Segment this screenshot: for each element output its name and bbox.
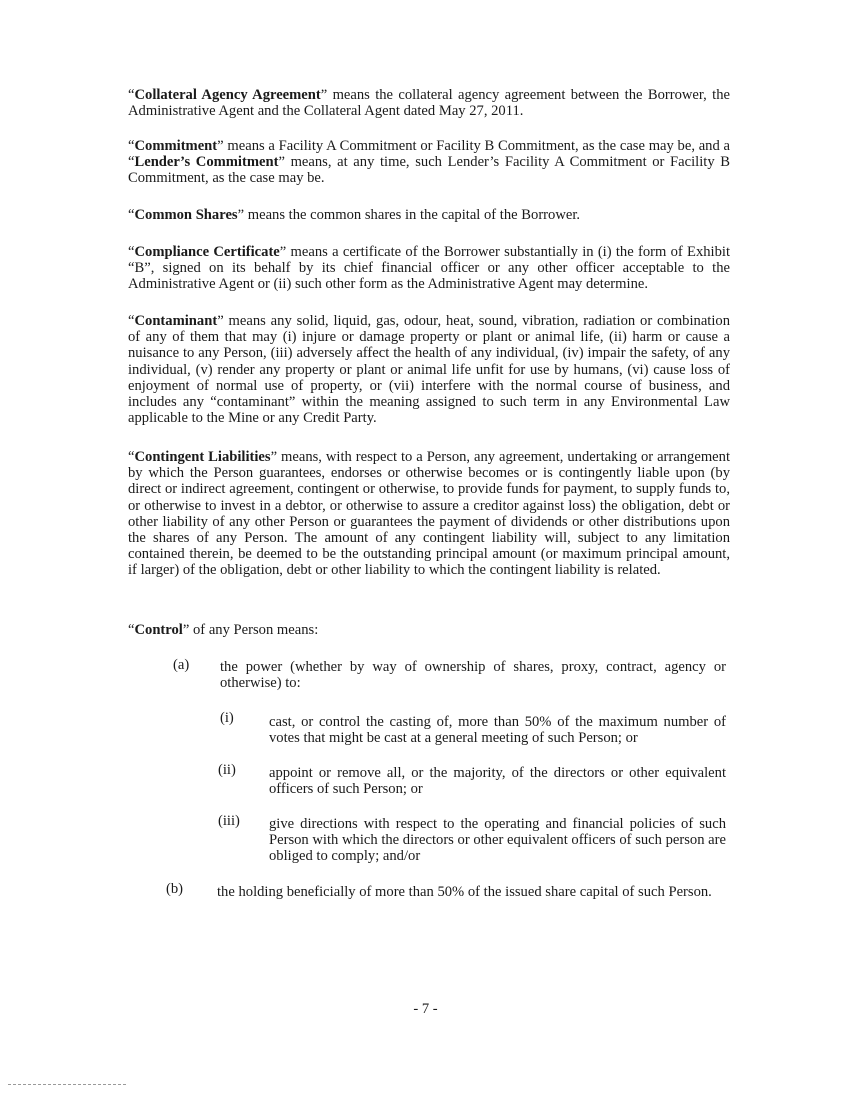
clause-a-text: the power (whether by way of ownership of shares, proxy, contract, agency or otherwise) to: [220, 659, 726, 692]
defined-term: Contaminant [134, 313, 218, 329]
defined-term: Control [134, 622, 183, 638]
definition-text: means the collateral agency agreement between the Borrower, the Administrative Agent and the Collateral Agent dated May 27, 2011. [128, 87, 730, 120]
definition-text: means the common shares in the capital of the Borrower. [244, 207, 581, 223]
clause-label-b: (b) [166, 881, 184, 897]
defined-term: Lender’s Commitment [134, 154, 279, 171]
definition-control: “Control” of any Person means: [128, 622, 319, 638]
page-number: - 7 - [413, 1001, 438, 1017]
definition-text: means a Facility A Commitment or Facility B Commitment, as the case may be, and a [223, 138, 730, 154]
definition-contingent-liabilities: “Contingent Liabilities” means, with respect to a Person, any agreement, undertaking or arrangement by which the Person guarantees, endorses or otherwise becomes or is contingently liable upon (by direct or indirect agreement, contingent or otherwise, to provide funds for payment, to supply funds to, or otherwise to invest in a debtor, or otherwise to assure a creditor against loss) the obligation, debt or other liability of any other Person or guarantees the payment of dividends or other distributions upon the shares of any Person. The amount of any contingent liability will, subject to any limitation contained therein, be deemed to be the outstanding principal amount (or maximum principal amount, if larger) of the obligation, debt or other liability to which the contingent liability is related. [128, 449, 730, 579]
defined-term: Compliance Certificate [134, 244, 280, 260]
subclause-ii-text: appoint or remove all, or the majority, of the directors or other equivalent officers of such Person; or [269, 765, 726, 798]
definition-text: of any Person means: [189, 622, 319, 638]
subclause-label-i: (i) [220, 710, 234, 726]
definition-text: means, with respect to a Person, any agreement, undertaking or arrangement by which the Person guarantees, endorses or otherwise becomes or is contingently liable upon (by direct or indirect agreement, contingent or otherwise, to provide funds for payment, to supply funds to, or otherwise to invest in a debtor, or otherwise to assure a creditor against loss) the obligation, debt or other liability of any other Person or guarantees the payment of dividends or other distributions upon the shares of any Person. The amount of any contingent liability will, subject to any limitation contained therein, be deemed to be the outstanding principal amount (or maximum principal amount, if larger) of the obligation, debt or other liability to which the contingent liability is related. [128, 449, 730, 579]
definition-commitment: “Commitment” means a Facility A Commitment or Facility B Commitment, as the case may be, and a “Lender’s Commitment” means, at any time, such Lender’s Facility A Commitment or Facility B Commitment, as the case may be. [128, 138, 731, 187]
definition-text: means any solid, liquid, gas, odour, heat, sound, vibration, radiation or combination of any of them that may (i) injure or damage property or plant or animal life, (ii) harm or cause a nuisance to any Person, (iii) adversely affect the health of any individual, (iv) impair the safety, of any individual, (v) render any property or plant or animal life unfit for use by humans, (vi) cause loss of enjoyment of normal use of property, or (vii) interfere with the normal course of business, and includes any “contaminant” within the meaning assigned to such term in any Environmental Law applicable to the Mine or any Credit Party. [128, 313, 730, 427]
defined-term: Collateral Agency Agreement [134, 87, 321, 103]
subclause-i-text: cast, or control the casting of, more than 50% of the maximum number of votes that might be cast at a general meeting of such Person; or [269, 714, 726, 747]
definition-text: means a certificate of the Borrower substantially in (i) the form of Exhibit “B”, signed on its behalf by its chief financial officer or any other officer acceptable to the Administrative Agent or (ii) such other form as the Administrative Agent may determine. [128, 244, 730, 293]
defined-term: Commitment [134, 138, 218, 154]
scan-artifact-line [8, 1084, 126, 1085]
definition-text: means, at any time, such Lender’s Facility A Commitment or Facility B Commitment, as the case may be. [128, 154, 731, 187]
definition-collateral-agency-agreement: “Collateral Agency Agreement” means the collateral agency agreement between the Borrower, the Administrative Agent and the Collateral Agent dated May 27, 2011. [128, 87, 730, 120]
clause-label-a: (a) [173, 657, 190, 673]
clause-b-text: the holding beneficially of more than 50% of the issued share capital of such Person. [217, 884, 712, 900]
definition-common-shares: “Common Shares” means the common shares in the capital of the Borrower. [128, 207, 581, 223]
subclause-label-iii: (iii) [218, 813, 240, 829]
defined-term: Common Shares [134, 207, 238, 223]
definition-compliance-certificate: “Compliance Certificate” means a certificate of the Borrower substantially in (i) the form of Exhibit “B”, signed on its behalf by its chief financial officer or any other officer acceptable to the Administrative Agent or (ii) such other form as the Administrative Agent may determine. [128, 244, 730, 293]
subclause-iii-text: give directions with respect to the operating and financial policies of such Person with which the directors or other equivalent officers of such person are obliged to comply; and/or [269, 816, 726, 865]
defined-term: Contingent Liabilities [134, 449, 271, 465]
definition-contaminant: “Contaminant” means any solid, liquid, gas, odour, heat, sound, vibration, radiation or combination of any of them that may (i) injure or damage property or plant or animal life, (ii) harm or cause a nuisance to any Person, (iii) adversely affect the health of any individual, (iv) impair the safety, of any individual, (v) render any property or plant or animal life unfit for use by humans, (vi) cause loss of enjoyment of normal use of property, or (vii) interfere with the normal course of business, and includes any “contaminant” within the meaning assigned to such term in any Environmental Law applicable to the Mine or any Credit Party. [128, 313, 730, 427]
subclause-label-ii: (ii) [218, 762, 236, 778]
